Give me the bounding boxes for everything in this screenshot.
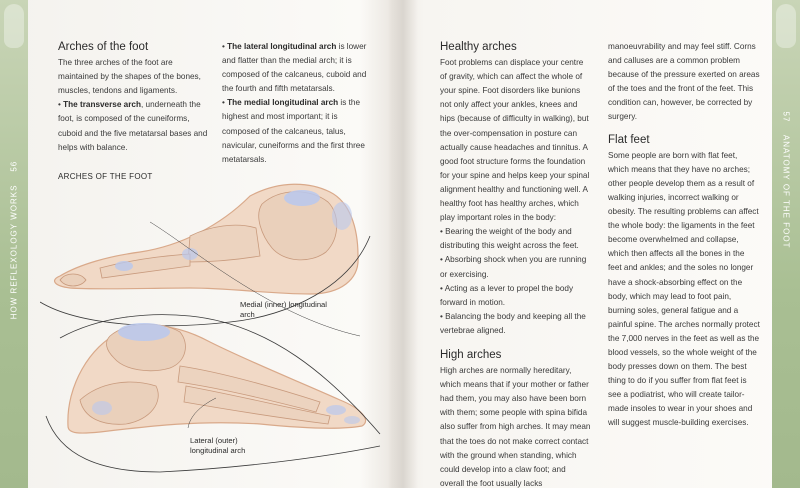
arches-heading: Arches of the foot — [58, 41, 149, 53]
book-gutter — [388, 0, 418, 488]
foot-icon — [776, 4, 796, 48]
right-column-1 — [440, 40, 592, 488]
healthy-arches-text: Foot problems can displace your centre of gravity, which can affect the whole of your spine. Foot disorders like bunions not only affect your ankles, knees and hips (because of difficulty in walking), but the over-compensation in posture can actually cause headaches and tinnitus. A good foot structure forms the foundation for your spine and helps keep your spinal alignment healthy and functioning well. A healthy foot has healthy arches, which play important roles in the body: — [440, 58, 590, 223]
high-arches-continued: manoeuvrability and may feel stiff. Corns and calluses are a common problem because of the pressure exerted on areas of the toes and the front of the feet. This condition can, however, be corrected by surgery. — [608, 42, 760, 122]
left-running-head: HOW REFLEXOLOGY WORKS 56 — [9, 160, 19, 320]
healthy-bullet: • Balancing the body and keeping all the vertebrae aligned. — [440, 311, 586, 335]
healthy-bullet: • Bearing the weight of the body and distributing this weight across the feet. — [440, 227, 579, 251]
left-column-1 — [58, 40, 208, 155]
arches-intro: The three arches of the foot are maintained by the shapes of the bones, muscles, tendons and ligaments. — [58, 58, 201, 96]
figure-title: ARCHES OF THE FOOT — [58, 172, 153, 181]
healthy-bullet: • Acting as a lever to propel the body forward in motion. — [440, 283, 574, 307]
transverse-arch-bullet: • The transverse arch, underneath the foot, is composed of the cuneiforms, cuboid and the five metatarsal bases and helps with balance. — [58, 100, 208, 152]
foot-arches-illustration — [40, 176, 390, 476]
healthy-arches-heading: Healthy arches — [440, 41, 517, 53]
lateral-arch-label: Lateral (outer) longitudinal arch — [190, 436, 246, 455]
high-arches-heading: High arches — [440, 348, 502, 361]
flat-feet-heading: Flat feet — [608, 133, 650, 146]
high-arches-text: High arches are normally hereditary, which means that if your mother or father had them, you may also have been born with them; some people with spina bifida also suffer from high arches. It may mean that the toes do not make correct contact with the ground when standing, which could develop into a claw foot; and overall the foot usually lacks — [440, 366, 591, 488]
right-margin-tab — [772, 0, 800, 488]
right-running-head: 57 ANATOMY OF THE FOOT — [781, 111, 791, 249]
left-column-2 — [222, 40, 374, 167]
medial-arch-bullet: • The medial longitudinal arch is the highest and most important; it is composed of the calcaneus, talus, navicular, cuneiforms and the first three metatarsals. — [222, 98, 365, 164]
right-column-2 — [608, 40, 760, 431]
flat-feet-text: Some people are born with flat feet, which means that they have no arches; other people develop them as a result of walking injuries, incorrect walking or obesity. The resulting problems can affect the whole body: the ligaments in the feet become overwhelmed and collapse, which then affects all the bones in the feet and ankles; and the soles no longer have a shock-absorbing effect on the body, which may lead to foot pain, burning soles, general fatigue and a painful spine. The arches normally protect the 7,000 nerves in the feet as well as the blood vessels, so the whole weight of the body presses down on them. The best thing to do if you suffer from flat feet is see a podiatrist, who will create tailor-made insoles to wear in your shoes and will suggest muscle-building exercises. — [608, 150, 760, 428]
medial-arch-label: Medial (inner) longitudinal arch — [240, 300, 327, 319]
left-margin-tab — [0, 0, 28, 488]
lateral-arch-bullet: • The lateral longitudinal arch is lower and flatter than the medial arch; it is composed of the calcaneus, cuboid and the fourth and fifth metatarsals. — [222, 42, 367, 94]
healthy-bullet: • Absorbing shock when you are running or exercising. — [440, 255, 587, 279]
foot-icon — [4, 4, 24, 48]
